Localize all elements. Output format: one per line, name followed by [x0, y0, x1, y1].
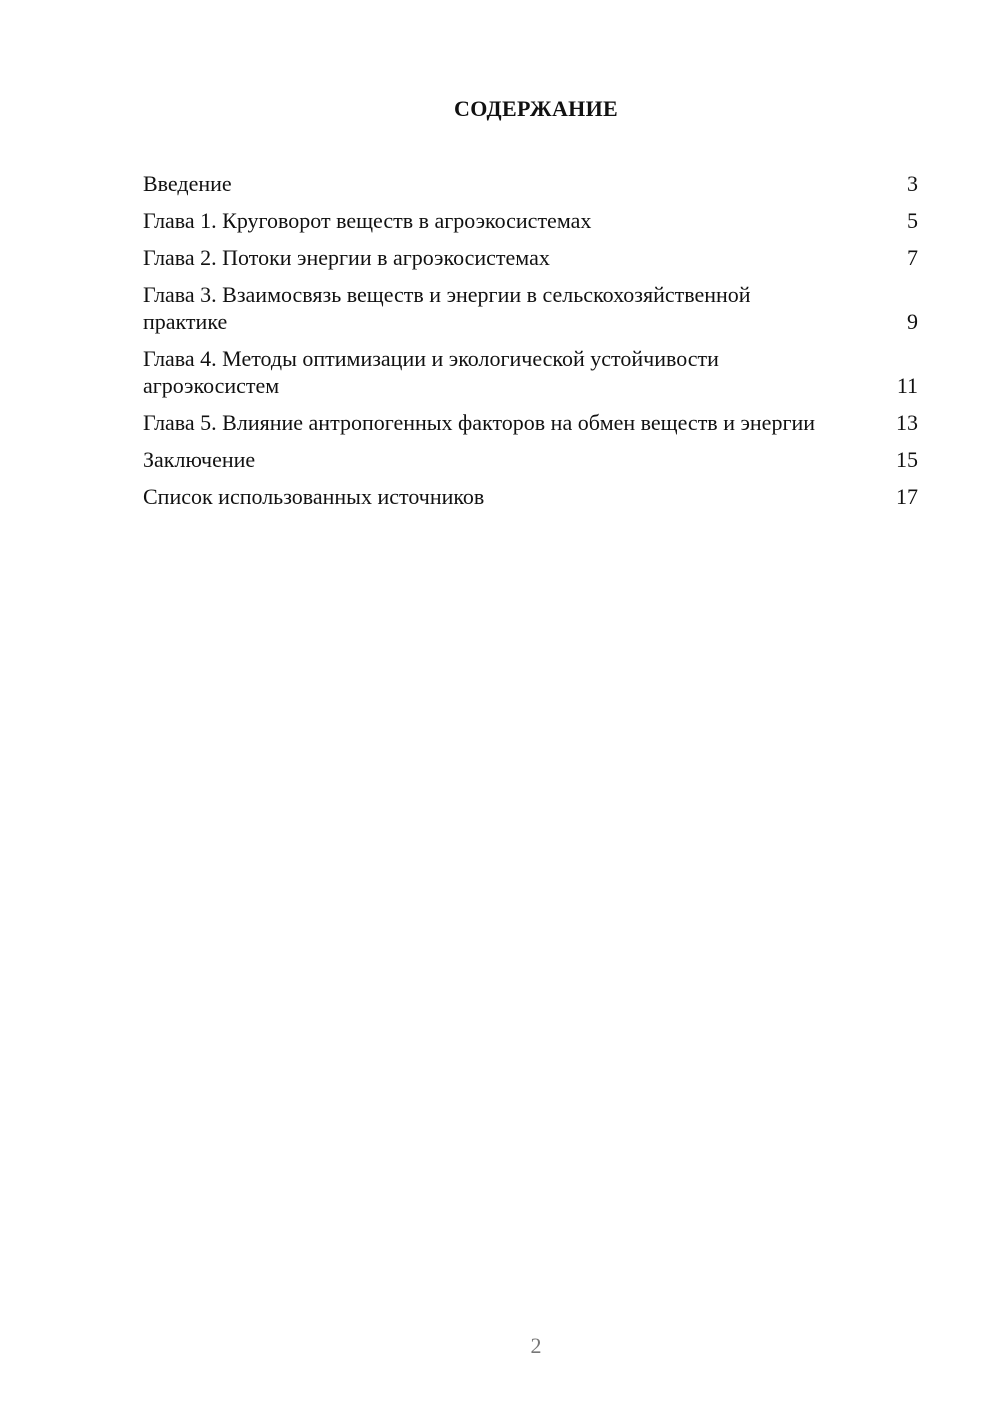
toc-entry-label: Заключение [143, 447, 256, 472]
toc-entry-references[interactable] [143, 483, 918, 510]
toc-entry-page: 3 [907, 171, 918, 196]
toc-entry-page: 15 [896, 447, 918, 472]
toc-entry-chapter-2[interactable] [143, 244, 918, 271]
toc-entry-page: 11 [896, 373, 918, 398]
toc-entry-chapter-4[interactable] [143, 345, 918, 399]
toc-entry-label: Глава 1. Круговорот веществ в агроэкосистемах [143, 208, 592, 233]
page-title: СОДЕРЖАНИЕ [454, 96, 618, 121]
toc-entry-label: Список использованных источников [143, 484, 485, 509]
toc-entry-label: Глава 4. Методы оптимизации и экологической устойчивости агроэкосистем [143, 346, 719, 398]
toc-entry-conclusion[interactable] [143, 446, 918, 473]
toc-entry-page: 9 [907, 309, 918, 334]
toc-entry-page: 5 [907, 208, 918, 233]
toc-entry-chapter-5[interactable] [143, 409, 918, 436]
toc-entry-label: Глава 2. Потоки энергии в агроэкосистемах [143, 245, 550, 270]
toc-entry-chapter-1[interactable] [143, 207, 918, 234]
toc-entry-page: 7 [907, 245, 918, 270]
toc-entry-page: 13 [896, 410, 918, 435]
toc-entry-introduction[interactable] [143, 170, 918, 197]
toc-entry-label: Введение [143, 171, 232, 196]
toc-entry-label: Глава 5. Влияние антропогенных факторов на обмен веществ и энергии [143, 410, 816, 435]
toc-entry-chapter-3[interactable] [143, 281, 918, 335]
page-number: 2 [530, 1333, 542, 1358]
table-of-contents [143, 170, 918, 520]
toc-entry-page: 17 [896, 484, 918, 509]
toc-entry-label: Глава 3. Взаимосвязь веществ и энергии в сельскохозяйственной практике [143, 282, 751, 334]
